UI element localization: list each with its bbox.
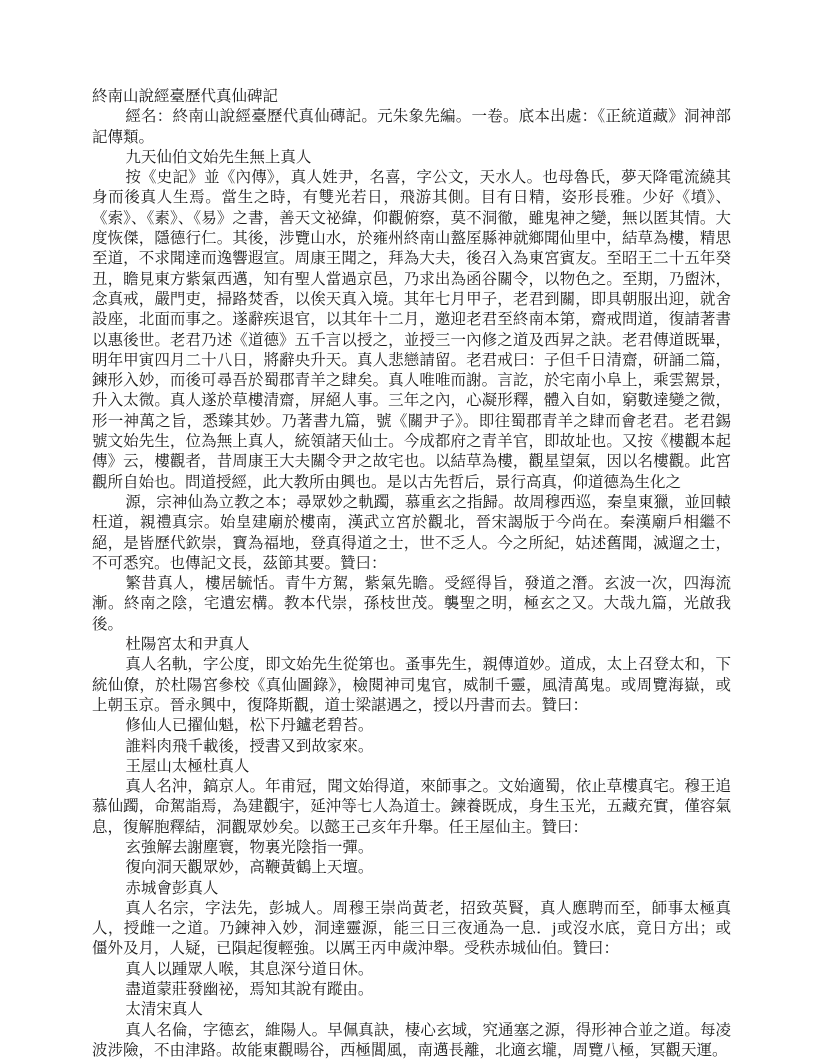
paragraph: 源，宗神仙為立教之本；尋眾妙之軌躅，慕重玄之指歸。故周穆西巡，秦皇東獵，並回轅枉道，親禮真宗。始皇建廟於樓南，漢武立宮於觀北，晉宋謁版于今尚在。秦漢廟戶相繼不絕，是皆歷代欽崇，寶為福地，登真得道之士，世不乏人。今之所紀，姑述舊聞，滅遛之士，不可悉究。也傳記文長，茲節其要。贊曰： — [92, 493, 731, 572]
paragraph: 按《史記》並《內傳》，真人姓尹，名喜，字公文，天水人。也母魯氏，夢天降電流繞其身而後真人生焉。當生之時，有雙光若日，飛游其側。目有日精，姿形長雅。少好《墳》、《索》、《素》、《易》之書，善天文祕緯，仰觀俯察，莫不洞徹，雖鬼神之變，無以匿其情。大度恢傑，隱德行仁。其後，涉覽山水，於雍州終南山盩厔縣神就鄉聞仙里中，結草為樓，精思至道，不求聞達而逸響遐宣。周康王聞之，拜為大夫，後召入為東宮賓友。至昭王二十五年癸丑，瞻見東方紫氣西邁，知有聖人當過京邑，乃求出為函谷關令，以物色之。至期，乃盥沐，念真戒，嚴門吏，掃路焚香，以俟天真入境。其年七月甲子，老君到關，即具朝服出迎，就舍設座，北面而事之。遂辭疾退官，以其年十二月，邀迎老君至終南本第，齋戒問道，復請著書以惠後世。老君乃述《道德》五千言以授之，並授三一內修之道及西昇之訣。老君傳道既畢，明年甲寅四月二十八日，將辭央升天。真人悲戀請留。老君戒曰：子但千日清齋，研誦二篇，鍊形入妙，而後可尋吾於蜀郡青羊之肆矣。真人唯唯而謝。言訖，於宅南小阜上，乘雲駕景，升入太微。真人遂於草樓清齋，屏絕人事。三年之內，心凝形釋，體入自如，窮數達變之微，形一神萬之旨，悉臻其妙。乃著書九篇，號《關尹子》。即往蜀郡青羊之肆而會老君。老君錫號文始先生，位為無上真人，統領諸天仙士。今成都府之青羊官，即故址也。又按《樓觀本起傳》云，樓觀者，昔周康王大夫關令尹之故宅也。以結草為樓，觀星望氣，因以名樓觀。此宮觀所自始也。問道授經，此大教所由興也。是以古先哲后，景行高真，仰道德為生化之 — [92, 169, 731, 491]
verse-line: 修仙人已擢仙魁，松下丹鑪老碧苔。 — [125, 717, 374, 735]
paragraph: 經名：終南山說經臺歷代真仙磚記。元朱象先編。一卷。底本出處：《正統道藏》洞神部記傳類。 — [92, 108, 731, 146]
section-heading: 杜陽宮太和尹真人 — [125, 636, 250, 654]
verse-line: 盡道蒙莊發幽祕，焉知其說有蹤由。 — [125, 981, 374, 999]
section-heading: 赤城會彭真人 — [125, 879, 219, 897]
verse-line: 玄強解去謝塵寰，物裏光陰指一彈。 — [125, 838, 374, 856]
paragraph: 繁昔真人，樓居毓恬。青牛方駕，紫氣先瞻。受經得旨，發道之潛。玄波一次，四海流漸。終南之陰，宅遺宏構。教本代崇，孫枝世茂。襲聖之明，極玄之又。大哉九篇，光啟我後。 — [92, 575, 731, 633]
document-body — [92, 87, 731, 1061]
paragraph: 真人名倫，字德玄，維陽人。早佩真訣，棲心玄域，究通塞之源，得形神合並之道。每凌波涉險，不由津路。故能東觀暘谷，西極閶風，南邁長離，北適玄壠，周覽八極，冥觀天運。 — [92, 1021, 731, 1059]
paragraph: 真人名軌，字公度，即文始先生從第也。蚤事先生，親傳道妙。道成，太上召登太和，下統仙僚，於杜陽宮參校《真仙圖錄》，檢閱神司鬼官，威制千靈，風清萬鬼。或周覽海嶽，或上朝玉京。晉永興中，復降斯觀，道士梁諶遇之，授以丹書而去。贊曰： — [92, 656, 731, 714]
paragraph: 真人名沖，鎬京人。年甫冠，聞文始得道，來師事之。文始適蜀，依止草樓真宅。穆王追慕仙躅，命駕詣焉，為建觀宇，延沖等七人為道士。鍊養既成，身生玉光，五藏充實，僅容氣息，復解胞釋結，洞觀眾妙矣。以懿王己亥年升舉。任王屋仙主。贊曰： — [92, 778, 731, 836]
page-title: 終南山說經臺歷代真仙碑記 — [92, 88, 279, 105]
section-heading: 太清宋真人 — [125, 1001, 203, 1019]
section-heading: 九天仙伯文始先生無上真人 — [125, 148, 312, 166]
verse-line: 真人以踵眾人喉，其息深兮道日休。 — [125, 960, 374, 978]
verse-line: 誰料肉飛千載後，授書又到故家來。 — [125, 737, 374, 755]
section-heading: 王屋山太極杜真人 — [125, 757, 250, 775]
paragraph: 真人名宗，字法先，彭城人。周穆王崇尚黃老，招致英賢，真人應聘而至，師事太極真人，授雌一之道。乃鍊神入妙，洞達靈源，能三日三夜通為一息．j或沒水底，竟日方出；或僵外及月，人疑，已隕起復輕強。以厲王丙申歲沖舉。受秩赤城仙伯。贊曰： — [92, 899, 731, 958]
verse-line: 復向洞天觀眾妙，高鞭黃鶴上天壇。 — [125, 859, 374, 877]
